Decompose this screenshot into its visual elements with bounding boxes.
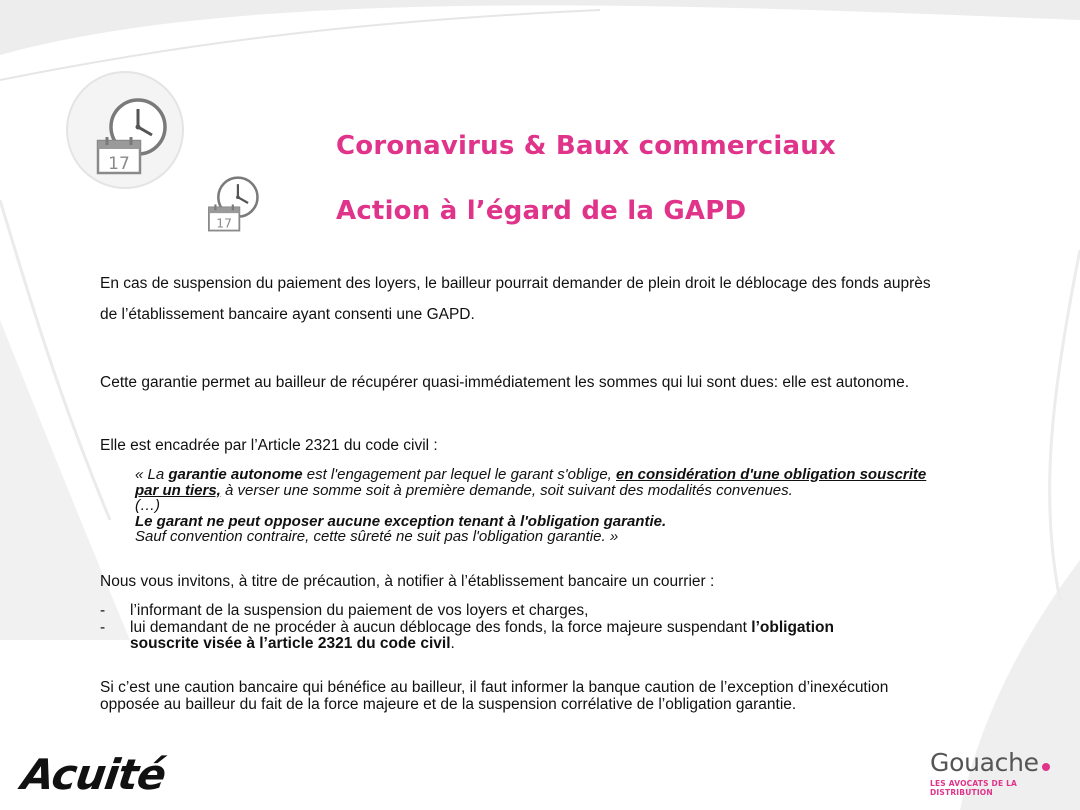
acuite-logo: Acuité: [18, 750, 169, 799]
quote-middle-1: est l'engagement par lequel le garant s'oblige,: [302, 466, 616, 483]
quote-open: « La: [135, 466, 169, 483]
title-line-1: Coronavirus & Baux commerciaux: [336, 131, 836, 161]
gouache-dot-icon: [1042, 763, 1050, 771]
list-item-text: lui demandant de ne procéder à aucun déblocage des fonds, la force majeure suspendant: [130, 618, 752, 636]
list-item-text: l’informant de la suspension du paiement de vos loyers et charges,: [130, 602, 589, 619]
calendar-day: 17: [216, 216, 232, 231]
quote-ellipsis: (…): [135, 497, 160, 514]
paragraph-invitation: Nous vous invitons, à titre de précaution, à notifier à l’établissement bancaire un courrier :: [100, 573, 715, 590]
clock-calendar-icon: [206, 174, 264, 232]
list-item: [100, 603, 900, 620]
paragraph-article: Elle est encadrée par l’Article 2321 du code civil :: [100, 437, 438, 454]
list-item-bold: l’obligation souscrite visée à l’article 2321 du code civil: [130, 618, 834, 652]
gouache-tagline: LES AVOCATS DE LA DISTRIBUTION: [930, 779, 1018, 797]
paragraph-suspension: En cas de suspension du paiement des loyers, le bailleur pourrait demander de plein droit le déblocage des fonds auprès de l’établissement bancaire ayant consenti une GAPD.: [100, 275, 931, 323]
list-item: [100, 620, 900, 653]
quote-underlined-phrase: en considération d'une obligation souscrite par un tiers,: [135, 466, 927, 499]
paragraph-caution: Si c’est une caution bancaire qui bénéfice au bailleur, il faut informer la banque caution de l’exception d’inexécution opposée au bailleur du fait de la force majeure et de la suspension corrélative de l’obligation garantie.: [100, 679, 889, 713]
notification-list: [100, 603, 900, 653]
clock-calendar-icon: [94, 95, 174, 175]
quote-middle-2: à verser une somme soit à première demande, soit suivant des modalités convenues.: [220, 481, 793, 499]
paragraph-garantie: Cette garantie permet au bailleur de récupérer quasi-immédiatement les sommes qui lui sont dues: elle est autonome.: [100, 374, 910, 391]
list-item-end: .: [450, 635, 455, 652]
quote-close: Sauf convention contraire, cette sûreté ne suit pas l'obligation garantie. »: [135, 528, 619, 545]
list-dash: -: [100, 618, 106, 636]
gouache-logo: [930, 748, 1080, 797]
quote-bold-sentence: Le garant ne peut opposer aucune exception tenant à l'obligation garantie.: [135, 512, 667, 530]
gouache-logo-row: [930, 748, 1080, 777]
calendar-day: 17: [108, 154, 130, 174]
title-line-2: Action à l’égard de la GAPD: [336, 196, 747, 226]
quote-bold-term: garantie autonome: [168, 466, 303, 483]
gouache-name: Gouache: [930, 748, 1039, 777]
article-quote: [135, 467, 935, 545]
list-dash: -: [100, 602, 106, 619]
